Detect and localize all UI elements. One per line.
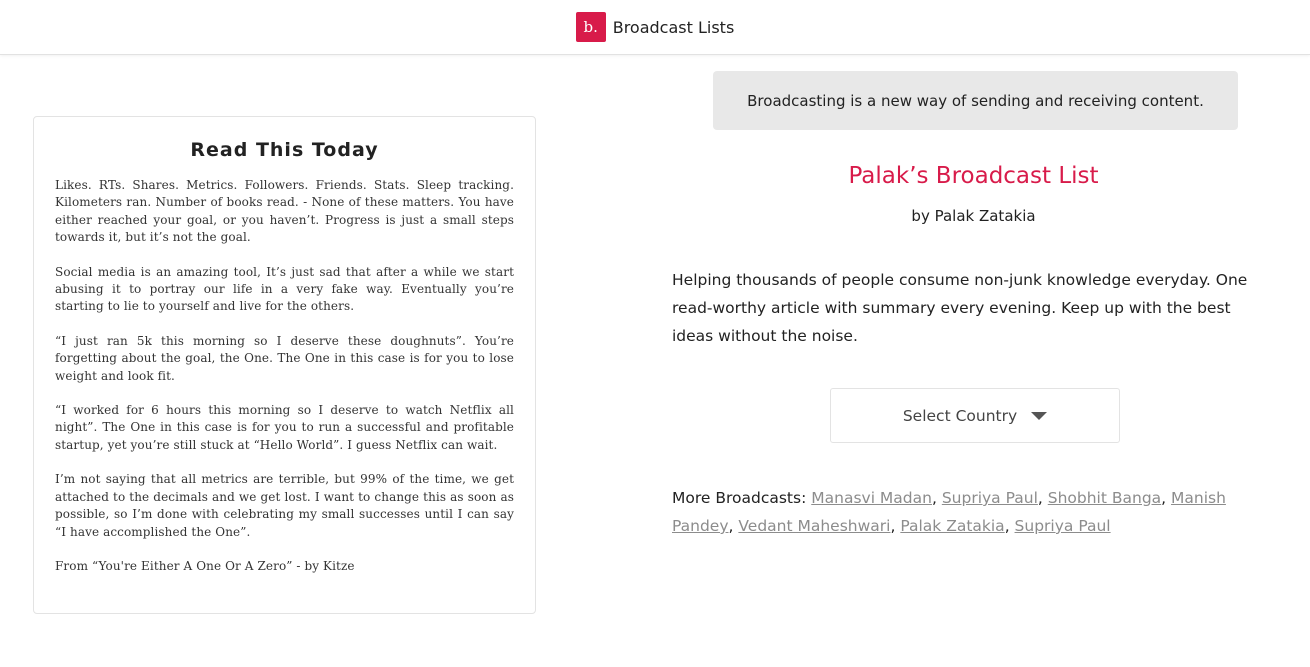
broadcast-link[interactable]: Vedant Maheshwari — [738, 517, 891, 535]
card-source: From “You're Either A One Or A Zero” - by Kitze — [55, 558, 355, 573]
broadcast-link[interactable]: Supriya Paul — [941, 489, 1038, 507]
chevron-down-icon — [1031, 412, 1047, 420]
card-paragraph: Social media is an amazing tool, It’s just sad that after a while we start abusing it to portray our life in a very fake way. Eventually you’re starting to lie to yourself and live for the others. — [55, 264, 514, 314]
card-paragraph: Likes. RTs. Shares. Metrics. Followers. Friends. Stats. Sleep tracking. Kilometers ran. Number of books read. - None of these matters. You have either reached your goal, or you haven’t. Progress is just a small steps towards it, but it’s not the goal. — [55, 178, 514, 245]
select-label: Select Country — [902, 406, 1018, 425]
list-description: Helping thousands of people consume non-junk knowledge everyday. One read-worthy article with summary every evening. Keep up with the best ideas without the noise. — [672, 271, 1248, 345]
broadcast-link[interactable]: Palak Zatakia — [900, 517, 1005, 535]
country-select[interactable] — [830, 388, 1120, 443]
broadcast-link[interactable]: Shobhit Banga — [1047, 489, 1162, 507]
app-title: Broadcast Lists — [612, 17, 735, 37]
read-this-today-card — [33, 116, 536, 614]
card-paragraph: “I worked for 6 hours this morning so I deserve to watch Netflix all night”. The One in this case is for you to run a successful and profitable startup, yet you’re still stuck at “Hello World”. I guess Netflix can wait. — [55, 403, 514, 452]
more-label: More Broadcasts: — [672, 489, 807, 507]
card-paragraph: I’m not saying that all metrics are terrible, but 99% of the time, we get attached to the decimals and we get lost. I want to change this as soon as possible, so I’m done with celebrating my small successes until I can say “I have accomplished the One”. — [55, 472, 514, 539]
more-broadcasts: More Broadcasts: Manasvi Madan, Supriya Paul, Shobhit Banga, Manish Pandey, Vedant Maheshwari, Palak Zatakia, Supriya Paul — [672, 489, 1226, 535]
broadcast-link[interactable]: Manasvi Madan — [811, 489, 932, 507]
info-banner: Broadcasting is a new way of sending and receiving content. — [713, 71, 1238, 130]
broadcast-link[interactable]: Supriya Paul — [1014, 517, 1111, 535]
top-header — [0, 0, 1310, 55]
card-paragraph: “I just ran 5k this morning so I deserve these doughnuts”. You’re forgetting about the goal, the One. The One in this case is for you to lose weight and look fit. — [55, 333, 514, 383]
author-byline: by Palak Zatakia — [911, 207, 1036, 225]
card-title: Read This Today — [190, 139, 379, 161]
brand-logo[interactable]: b. — [576, 12, 606, 42]
broadcast-link[interactable]: Manish Pandey — [672, 489, 1226, 535]
broadcast-list-title: Palak’s Broadcast List — [848, 163, 1099, 189]
